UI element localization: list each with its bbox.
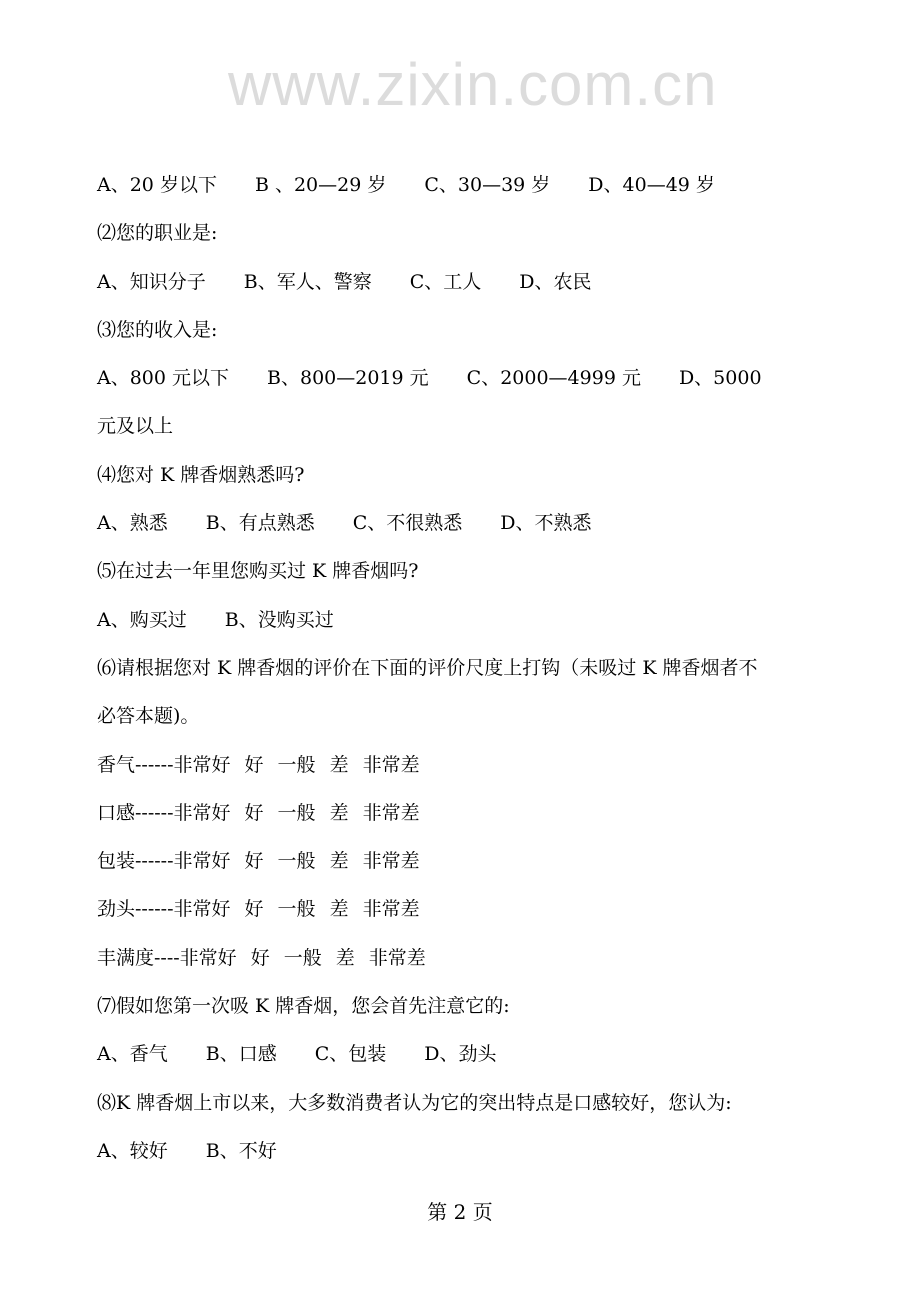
- rating-option[interactable]: 差: [329, 801, 349, 824]
- answer-option[interactable]: B、800—2019 元: [267, 367, 429, 390]
- rating-option[interactable]: 一般: [277, 801, 316, 824]
- text-line: ⑷您对 K 牌香烟熟悉吗?: [97, 463, 305, 486]
- rating-option[interactable]: 差: [329, 898, 349, 921]
- page-number: 第 2 页: [427, 1200, 493, 1224]
- text-line: ⑻K 牌香烟上市以来，大多数消费者认为它的突出特点是口感较好，您认为:: [97, 1091, 732, 1114]
- text-line: ⑵您的职业是:: [97, 222, 218, 245]
- answer-option[interactable]: B、不好: [205, 1139, 277, 1162]
- rating-option[interactable]: 非常差: [368, 946, 426, 969]
- text-line: 必答本题)。: [97, 705, 200, 728]
- rating-scale: [97, 741, 877, 789]
- answer-option[interactable]: A、20 岁以下: [97, 174, 217, 196]
- rating-option[interactable]: 一般: [277, 850, 316, 873]
- answer-options: [97, 161, 877, 209]
- answer-option[interactable]: A、香气: [97, 1043, 168, 1066]
- rating-option[interactable]: 非常差: [362, 801, 420, 824]
- rating-label: 丰满度----非常好: [97, 946, 237, 969]
- answer-option[interactable]: A、熟悉: [97, 512, 168, 535]
- answer-options: [97, 354, 877, 402]
- rating-option[interactable]: 非常差: [362, 753, 420, 776]
- answer-option[interactable]: D、劲头: [424, 1043, 497, 1066]
- answer-options: [97, 1127, 877, 1175]
- answer-option[interactable]: B、没购买过: [224, 608, 334, 631]
- answer-option[interactable]: A、知识分子: [97, 270, 206, 293]
- answer-options: [97, 258, 877, 306]
- answer-options: [97, 596, 877, 644]
- rating-label: 香气------非常好: [97, 753, 231, 776]
- rating-option[interactable]: 差: [335, 946, 355, 969]
- rating-option[interactable]: 非常差: [362, 850, 420, 873]
- rating-label: 包装------非常好: [97, 850, 231, 873]
- answer-option[interactable]: B、军人、警察: [243, 270, 372, 293]
- answer-option[interactable]: A、较好: [97, 1139, 168, 1162]
- text-line: 元及以上: [97, 415, 174, 438]
- text-line: ⑺假如您第一次吸 K 牌香烟，您会首先注意它的:: [97, 995, 510, 1018]
- answer-options: [97, 499, 877, 547]
- rating-scale: [97, 885, 877, 933]
- answer-option[interactable]: C、2000—4999 元: [466, 367, 641, 390]
- rating-scale: [97, 837, 877, 885]
- rating-scale: [97, 789, 877, 837]
- answer-option[interactable]: C、工人: [409, 270, 482, 293]
- rating-option[interactable]: 好: [244, 801, 264, 824]
- rating-option[interactable]: 好: [250, 946, 270, 969]
- rating-scale: [97, 934, 877, 982]
- text-line: ⑶您的收入是:: [97, 318, 218, 341]
- questionnaire-body: [97, 161, 877, 1175]
- watermark: www.zixin.com.cn: [228, 51, 718, 118]
- rating-option[interactable]: 差: [329, 850, 349, 873]
- rating-option[interactable]: 差: [329, 753, 349, 776]
- answer-option[interactable]: A、800 元以下: [97, 367, 230, 390]
- rating-option[interactable]: 一般: [283, 946, 322, 969]
- answer-option[interactable]: C、30—39 岁: [424, 174, 551, 196]
- answer-option[interactable]: B 、20—29 岁: [254, 174, 387, 196]
- rating-option[interactable]: 好: [244, 753, 264, 776]
- rating-option[interactable]: 好: [244, 898, 264, 921]
- rating-label: 劲头------非常好: [97, 898, 231, 921]
- answer-option[interactable]: C、包装: [314, 1043, 387, 1066]
- text-line: ⑹请根据您对 K 牌香烟的评价在下面的评价尺度上打钩（未吸过 K 牌香烟者不: [97, 656, 758, 679]
- answer-option[interactable]: D、不熟悉: [500, 512, 592, 535]
- answer-option[interactable]: A、购买过: [97, 608, 187, 631]
- answer-option[interactable]: C、不很熟悉: [352, 512, 463, 535]
- answer-option[interactable]: D、5000: [678, 367, 762, 390]
- rating-label: 口感------非常好: [97, 801, 231, 824]
- text-line: ⑸在过去一年里您购买过 K 牌香烟吗?: [97, 560, 419, 583]
- rating-option[interactable]: 一般: [277, 753, 316, 776]
- answer-option[interactable]: D、40—49 岁: [588, 174, 715, 196]
- answer-option[interactable]: B、有点熟悉: [205, 512, 315, 535]
- rating-option[interactable]: 一般: [277, 898, 316, 921]
- rating-option[interactable]: 非常差: [362, 898, 420, 921]
- rating-option[interactable]: 好: [244, 850, 264, 873]
- answer-options: [97, 1030, 877, 1078]
- answer-option[interactable]: D、农民: [519, 270, 592, 293]
- answer-option[interactable]: B、口感: [205, 1043, 277, 1066]
